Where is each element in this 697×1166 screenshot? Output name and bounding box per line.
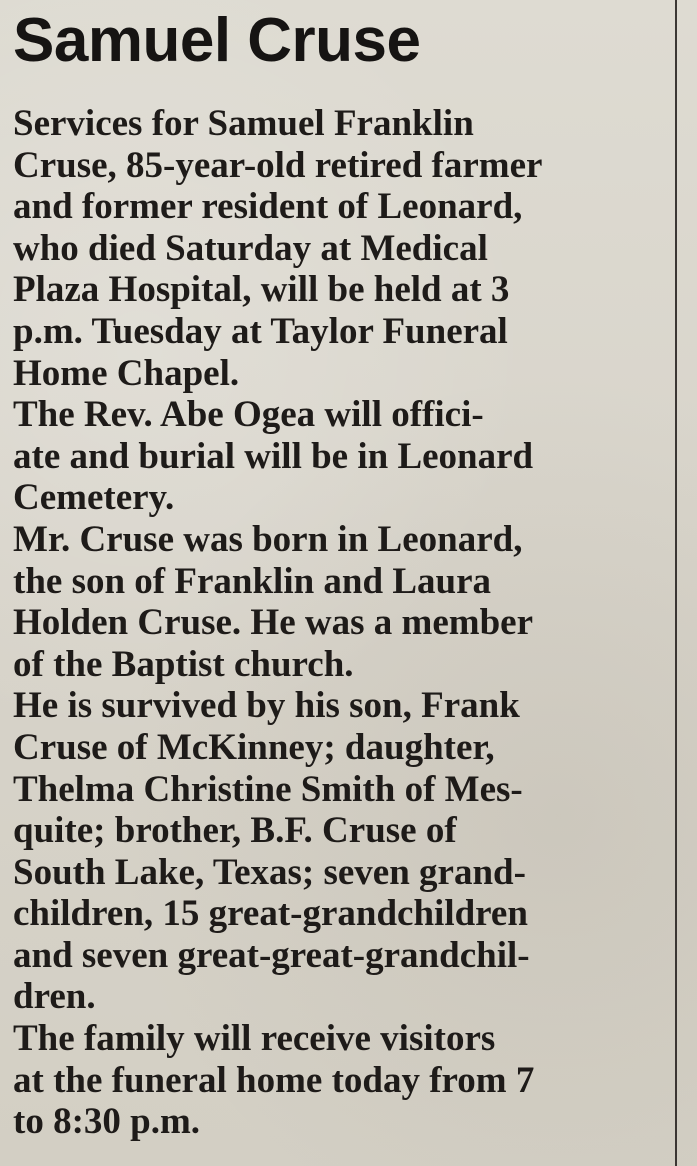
body-line: Cruse, 85-year-old retired farmer [13, 144, 543, 186]
body-line: Services for Samuel Franklin [13, 103, 474, 144]
body-line: Holden Cruse. He was a member [13, 602, 533, 644]
body-line: ate and burial will be in Leonard [13, 435, 534, 477]
column-rule [675, 0, 677, 1166]
body-line: Cruse of McKinney; daughter, [13, 726, 495, 768]
body-line: children, 15 great-grandchildren [13, 893, 528, 935]
body-line: dren. [13, 976, 96, 1018]
paragraph-officiant [13, 394, 667, 519]
body-line: who died Saturday at Medical [13, 227, 488, 269]
body-line: quite; brother, B.F. Cruse of [13, 810, 457, 852]
body-line: Home Chapel. [13, 352, 240, 394]
body-line: The family will receive visitors [13, 1018, 496, 1060]
paragraph-services [13, 103, 667, 394]
body-line: Thelma Christine Smith of Mes- [13, 768, 523, 810]
body-line: Cemetery. [13, 477, 175, 519]
body-line: to 8:30 p.m. [13, 1101, 201, 1143]
body-line: of the Baptist church. [13, 643, 354, 685]
paragraph-biography [13, 519, 667, 685]
body-line: and former resident of Leonard, [13, 186, 523, 228]
paragraph-visitation [13, 1018, 667, 1143]
body-line: the son of Franklin and Laura [13, 560, 492, 602]
body-line: He is survived by his son, Frank [13, 685, 520, 727]
body-line: and seven great-great-grandchil- [13, 934, 530, 976]
body-line: South Lake, Texas; seven grand- [13, 851, 526, 893]
body-line: Plaza Hospital, will be held at 3 [13, 269, 510, 311]
obituary-body [13, 103, 667, 1143]
body-line: at the funeral home today from 7 [13, 1059, 535, 1101]
paragraph-survivors [13, 685, 667, 1018]
body-line: The Rev. Abe Ogea will offici- [13, 394, 484, 436]
obituary-headline: Samuel Cruse [13, 6, 421, 75]
body-line: Mr. Cruse was born in Leonard, [13, 518, 523, 560]
body-line: p.m. Tuesday at Taylor Funeral [13, 310, 508, 352]
